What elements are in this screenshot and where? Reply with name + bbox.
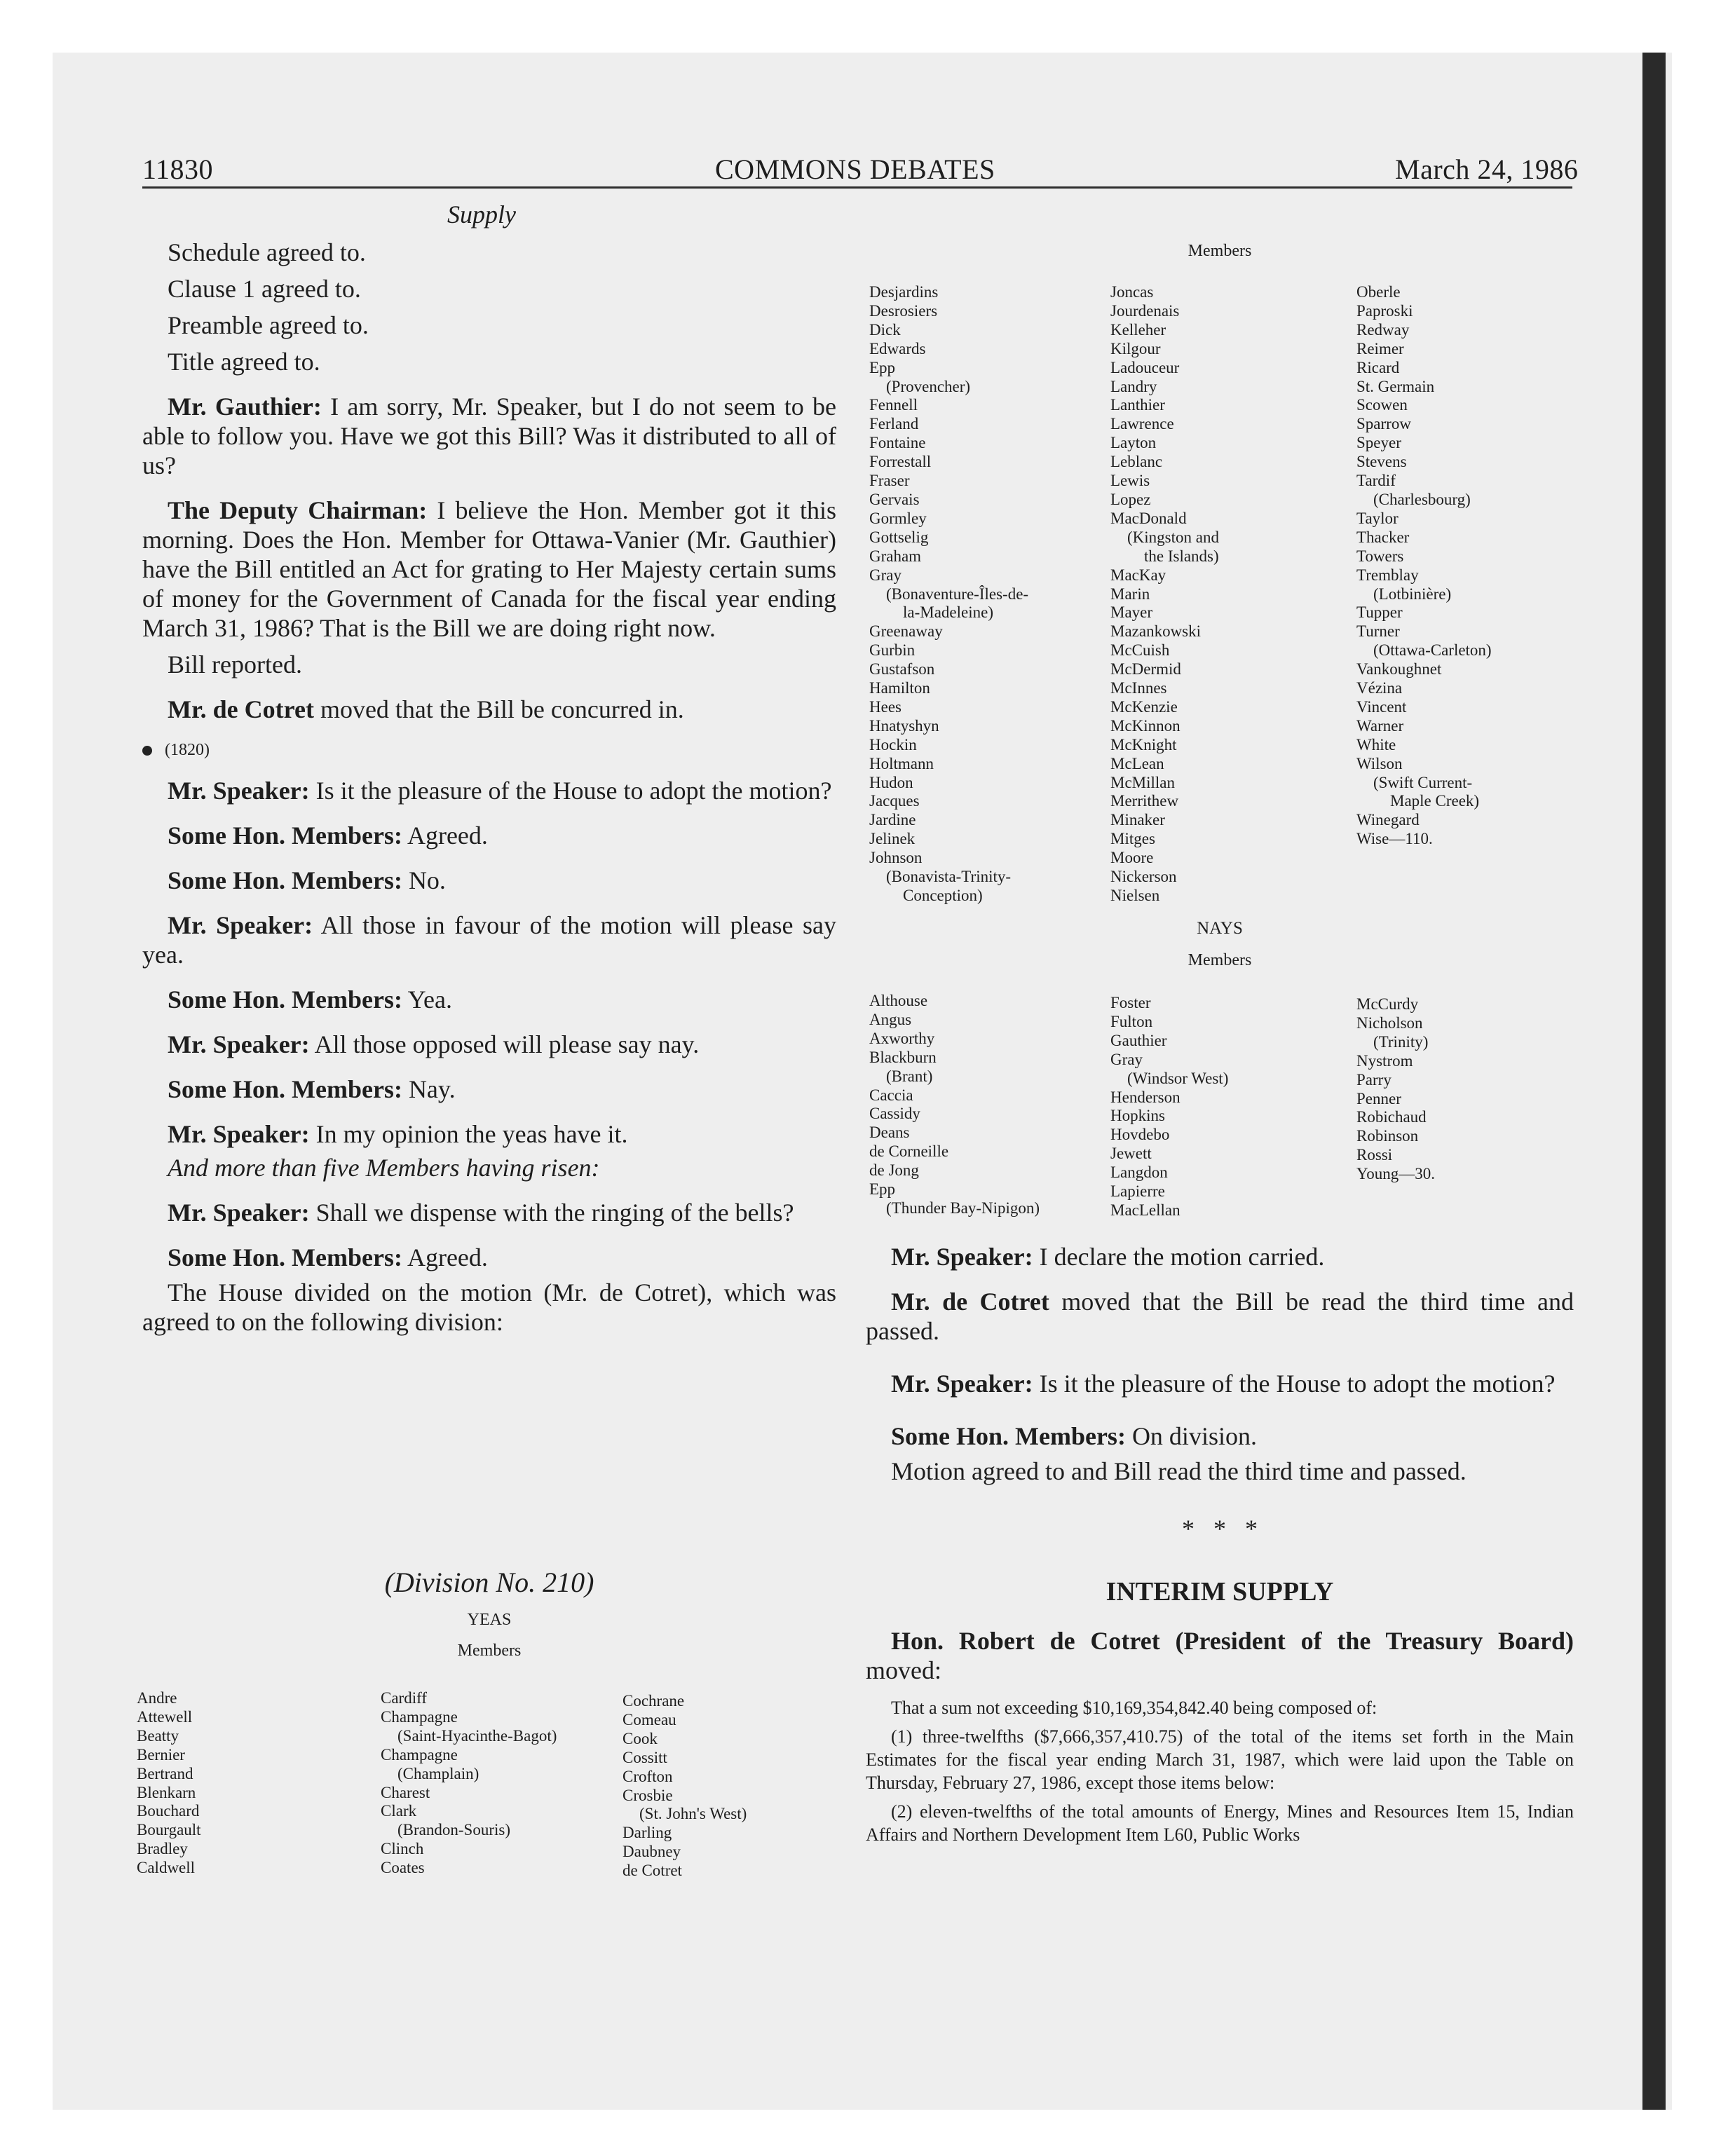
member-name: Angus [869, 1010, 912, 1028]
member-name: Penner [1356, 1089, 1401, 1107]
nays-list-2 [1110, 994, 1228, 1220]
member-name: Bertrand [137, 1764, 193, 1782]
member-name: Gauthier [1110, 1031, 1167, 1049]
yeas-list-left-1 [137, 1689, 201, 1878]
member-name: Redway [1356, 320, 1410, 339]
member-name: Darling [622, 1824, 672, 1842]
member-name: Fulton [1110, 1012, 1153, 1030]
member-name: Hovdebo [1110, 1126, 1170, 1144]
member-name: Johnson [869, 849, 923, 867]
member-name: Vankoughnet [1356, 660, 1442, 678]
member-name: Comeau [622, 1710, 676, 1728]
member-name: Axworthy [869, 1029, 935, 1047]
member-name: Charest [381, 1783, 430, 1801]
division-intro: The House divided on the motion (Mr. de Cotret), which was agreed to on the following division: [142, 1278, 836, 1336]
member-name: Coates [381, 1859, 425, 1877]
member-name: McKenzie [1110, 697, 1178, 716]
member-name: Fontaine [869, 434, 926, 452]
member-name: McMillan [1110, 773, 1175, 791]
member-name: Cassidy [869, 1105, 920, 1123]
member-name: Langdon [1110, 1164, 1168, 1182]
speech-speaker: Mr. Speaker: In my opinion the yeas have it. [168, 1120, 628, 1148]
member-name: Henderson [1110, 1088, 1181, 1106]
yeas-label: YEAS [467, 1611, 512, 1629]
riding-name: (Lotbinière) [1373, 585, 1452, 603]
member-name: Gray [1110, 1050, 1143, 1068]
member-name: Turner [1356, 622, 1400, 641]
member-name: Minaker [1110, 811, 1165, 829]
member-name: Lopez [1110, 490, 1151, 508]
right-lower-text [866, 1242, 1574, 1846]
member-name: McLean [1110, 754, 1164, 772]
member-name: Forrestall [869, 453, 932, 471]
motion-text: That a sum not exceeding $10,169,354,842.40 being composed of: [891, 1698, 1377, 1718]
speech-deputy-chairman: The Deputy Chairman: I believe the Hon. Member got it this morning. Does the Hon. Member for Ottawa-Vanier (Mr. Gauthier) have the Bill entitled an Act for grating to Her Majesty certain sums of money for the Government of Canada for the fiscal year ending March 31, 1986? That is the Bill we are doing right now. [142, 496, 836, 642]
publication-title: COMMONS DEBATES [715, 153, 995, 185]
member-name: Clark [381, 1802, 417, 1820]
member-name: Champagne [381, 1707, 458, 1726]
member-name: Hockin [869, 735, 917, 753]
member-name: Landry [1110, 377, 1157, 395]
members-label: Members [457, 1642, 522, 1660]
riding-name: (Provencher) [886, 377, 971, 395]
member-name: Bourgault [137, 1821, 201, 1839]
riding-name: (St. John's West) [639, 1805, 747, 1823]
member-name: Hamilton [869, 679, 930, 697]
member-name: Jourdenais [1110, 301, 1180, 320]
member-name: Gustafson [869, 660, 935, 678]
member-name: Jacques [869, 792, 920, 810]
member-name: MacKay [1110, 566, 1166, 584]
members-risen: And more than five Members having risen: [168, 1154, 600, 1182]
members-label-right: Members [1188, 242, 1252, 260]
agreed-line: Schedule agreed to. [168, 238, 366, 266]
bill-reported: Bill reported. [168, 650, 302, 678]
speech-members: Some Hon. Members: Nay. [168, 1075, 456, 1103]
speech-de-cotret: Mr. de Cotret moved that the Bill be concurred in. [168, 695, 684, 723]
motion-text: (1) three-twelfths ($7,666,357,410.75) of the total of the items set forth in the Main Estimates for the fiscal year ending March 31, 1987, which were laid upon the Table on Thursday, February 27, 1986, except those items below: [866, 1726, 1574, 1793]
member-name: Cossitt [622, 1748, 667, 1766]
member-name: Gurbin [869, 641, 916, 660]
speech-speaker: Mr. Speaker: I declare the motion carried. [891, 1243, 1325, 1271]
member-name: Nickerson [1110, 868, 1177, 886]
riding-name: the Islands) [1144, 547, 1219, 565]
section-heading: INTERIM SUPPLY [1105, 1577, 1334, 1606]
member-name: Bouchard [137, 1802, 200, 1820]
member-name: MacLellan [1110, 1201, 1181, 1219]
member-name: Moore [1110, 849, 1154, 867]
member-name: Gormley [869, 509, 927, 527]
member-name: Paproski [1356, 301, 1413, 320]
division-title: (Division No. 210) [384, 1567, 594, 1598]
speech-members: Some Hon. Members: Agreed. [168, 1243, 488, 1271]
member-name: Marin [1110, 585, 1150, 603]
member-name: Reimer [1356, 339, 1404, 357]
member-name: Gervais [869, 490, 920, 508]
member-name: Crofton [622, 1767, 673, 1785]
member-name: Caldwell [137, 1859, 196, 1877]
riding-name: Maple Creek) [1390, 792, 1480, 810]
member-name: Vézina [1356, 679, 1403, 697]
member-name: Parry [1356, 1070, 1392, 1089]
member-name: Clinch [381, 1840, 424, 1858]
agreed-line: Clause 1 agreed to. [168, 275, 361, 303]
member-name: Deans [869, 1124, 910, 1142]
member-name: Wise—110. [1356, 830, 1433, 848]
member-name: Rossi [1356, 1146, 1393, 1164]
member-name: Ricard [1356, 358, 1400, 376]
yeas-list-left-3 [622, 1692, 747, 1881]
member-name: Robichaud [1356, 1108, 1427, 1126]
member-name: Greenaway [869, 622, 943, 641]
member-name: Hudon [869, 773, 913, 791]
member-name: Hopkins [1110, 1107, 1165, 1125]
member-name: de Jong [869, 1161, 919, 1180]
member-name: Daubney [622, 1843, 681, 1861]
left-column [142, 200, 836, 1337]
riding-name: (Thunder Bay-Nipigon) [886, 1199, 1040, 1217]
member-name: Speyer [1356, 434, 1401, 452]
member-name: Lewis [1110, 472, 1150, 490]
motion-text: (2) eleven-twelfths of the total amounts of Energy, Mines and Resources Item 15, Indian Affairs and Northern Development Item L60, Public Works [866, 1801, 1574, 1845]
member-name: Oberle [1356, 283, 1401, 301]
riding-name: (Champlain) [397, 1764, 479, 1782]
member-name: Mazankowski [1110, 622, 1202, 641]
member-name: Blenkarn [137, 1783, 196, 1801]
riding-name: Conception) [903, 887, 983, 904]
speech-members: Some Hon. Members: Agreed. [168, 821, 488, 850]
member-name: Gray [869, 566, 901, 584]
member-name: de Corneille [869, 1142, 949, 1161]
nays-list-3 [1356, 995, 1435, 1184]
member-name: MacDonald [1110, 509, 1187, 527]
motion-passed: Motion agreed to and Bill read the third time and passed. [891, 1457, 1467, 1485]
member-name: Dick [869, 320, 901, 339]
member-name: Cook [622, 1729, 658, 1747]
scan-edge-bar [1642, 53, 1666, 2110]
member-name: Tremblay [1356, 566, 1419, 584]
member-name: Holtmann [869, 754, 934, 772]
speech-speaker: Mr. Speaker: All those in favour of the motion will please say yea. [142, 911, 836, 969]
member-name: Layton [1110, 434, 1157, 452]
member-name: Lapierre [1110, 1182, 1165, 1201]
member-name: Graham [869, 547, 922, 565]
member-name: Leblanc [1110, 453, 1163, 471]
riding-name: (Ottawa-Carleton) [1373, 641, 1492, 660]
speech-speaker: Mr. Speaker: Is it the pleasure of the House to adopt the motion? [168, 777, 832, 805]
member-name: Bradley [137, 1840, 188, 1858]
member-name: White [1356, 735, 1396, 753]
riding-name: (Trinity) [1373, 1032, 1429, 1051]
yeas-list-right-3 [1356, 283, 1492, 849]
speech-president-treasury: Hon. Robert de Cotret (President of the Treasury Board) moved: [866, 1627, 1574, 1684]
riding-name: (Saint-Hyacinthe-Bagot) [397, 1726, 557, 1745]
agreed-line: Preamble agreed to. [168, 311, 369, 339]
member-name: Wilson [1356, 754, 1403, 772]
member-name: Nicholson [1356, 1014, 1423, 1032]
member-name: Andre [137, 1689, 177, 1707]
member-name: Tardif [1356, 472, 1396, 490]
riding-name: (Kingston and [1127, 528, 1219, 546]
member-name: Fennell [869, 396, 918, 414]
member-name: Scowen [1356, 396, 1408, 414]
member-name: Winegard [1356, 811, 1420, 829]
member-name: Vincent [1356, 697, 1407, 716]
member-name: Merrithew [1110, 792, 1179, 810]
agreed-line: Title agreed to. [168, 348, 320, 376]
section-title: Supply [447, 200, 516, 228]
riding-name: (Brandon-Souris) [397, 1821, 510, 1839]
member-name: Champagne [381, 1745, 458, 1763]
member-name: Attewell [137, 1707, 193, 1726]
issue-date: March 24, 1986 [1395, 153, 1579, 185]
member-name: McKinnon [1110, 716, 1181, 735]
riding-name: (Swift Current- [1373, 773, 1473, 791]
member-name: Thacker [1356, 528, 1410, 546]
member-name: Althouse [869, 992, 928, 1009]
member-name: Kelleher [1110, 320, 1166, 339]
member-name: Jelinek [869, 830, 916, 848]
member-name: Edwards [869, 339, 926, 357]
member-name: Foster [1110, 994, 1151, 1011]
member-name: Gottselig [869, 528, 929, 546]
member-name: Hnatyshyn [869, 716, 939, 735]
member-name: Blackburn [869, 1048, 937, 1066]
member-name: Fraser [869, 472, 910, 490]
member-name: Jewett [1110, 1145, 1152, 1163]
riding-name: (Bonaventure-Îles-de- [886, 585, 1029, 603]
time-stamp: (1820) [142, 739, 836, 760]
member-name: Caccia [869, 1086, 913, 1104]
member-name: McCurdy [1356, 995, 1419, 1013]
member-name: Hees [869, 697, 901, 716]
member-name: Cardiff [381, 1689, 428, 1707]
bullet-icon [142, 746, 152, 756]
member-name: Bernier [137, 1745, 185, 1763]
speech-speaker: Mr. Speaker: Is it the pleasure of the House to adopt the motion? [891, 1370, 1556, 1398]
member-name: Epp [869, 1180, 896, 1199]
member-name: Lawrence [1110, 415, 1174, 433]
section-separator: * * * [1182, 1515, 1258, 1543]
page-number: 11830 [142, 153, 214, 185]
member-name: Young—30. [1356, 1165, 1436, 1183]
member-name: Warner [1356, 716, 1404, 735]
speech-members: Some Hon. Members: No. [168, 866, 446, 894]
speech-speaker: Mr. Speaker: All those opposed will please say nay. [168, 1030, 700, 1058]
yeas-list-right-2 [1110, 283, 1219, 906]
speech-members: Some Hon. Members: On division. [891, 1422, 1257, 1450]
riding-name: (Bonavista-Trinity- [886, 868, 1012, 886]
member-name: Lanthier [1110, 396, 1165, 414]
speech-members: Some Hon. Members: Yea. [168, 985, 452, 1014]
division-heading [142, 1566, 836, 1661]
member-name: Desjardins [869, 283, 939, 301]
member-name: McKnight [1110, 735, 1177, 753]
nays-list-1 [869, 992, 1040, 1218]
member-name: Tupper [1356, 603, 1403, 622]
riding-name: (Charlesbourg) [1373, 490, 1471, 508]
member-name: Mitges [1110, 830, 1155, 848]
header-rule [142, 186, 1572, 189]
member-name: Jardine [869, 811, 916, 829]
member-name: Crosbie [622, 1786, 673, 1804]
member-name: Cochrane [622, 1692, 685, 1710]
member-name: Sparrow [1356, 415, 1411, 433]
speech-speaker: Mr. Speaker: Shall we dispense with the ringing of the bells? [168, 1199, 794, 1227]
member-name: Beatty [137, 1726, 179, 1745]
riding-name: (Brant) [886, 1067, 933, 1085]
member-name: McInnes [1110, 679, 1167, 697]
member-name: Mayer [1110, 603, 1153, 622]
member-name: Nielsen [1110, 887, 1160, 904]
riding-name: la-Madeleine) [903, 603, 993, 622]
member-name: Robinson [1356, 1127, 1419, 1145]
speech-gauthier: Mr. Gauthier: I am sorry, Mr. Speaker, but I do not seem to be able to follow you. Have we got this Bill? Was it distributed to all of us? [142, 393, 836, 479]
member-name: Towers [1356, 547, 1404, 565]
member-name: Ladouceur [1110, 358, 1180, 376]
member-name: Epp [869, 358, 896, 376]
member-name: Taylor [1356, 509, 1399, 527]
member-name: Kilgour [1110, 339, 1161, 357]
nays-members-label: Members [1188, 951, 1252, 969]
member-name: Desrosiers [869, 301, 938, 320]
member-name: Ferland [869, 415, 919, 433]
member-name: McDermid [1110, 660, 1181, 678]
nays-label: NAYS [1197, 919, 1243, 938]
member-name: Nystrom [1356, 1051, 1413, 1070]
member-name: St. Germain [1356, 377, 1435, 395]
riding-name: (Windsor West) [1127, 1069, 1229, 1087]
member-name: de Cotret [622, 1862, 682, 1880]
speech-de-cotret: Mr. de Cotret moved that the Bill be read the third time and passed. [866, 1288, 1574, 1345]
member-name: McCuish [1110, 641, 1170, 660]
member-name: Joncas [1110, 283, 1154, 301]
member-name: Stevens [1356, 453, 1407, 471]
yeas-list-left-2 [381, 1689, 557, 1878]
yeas-list-right-1 [869, 283, 1028, 906]
